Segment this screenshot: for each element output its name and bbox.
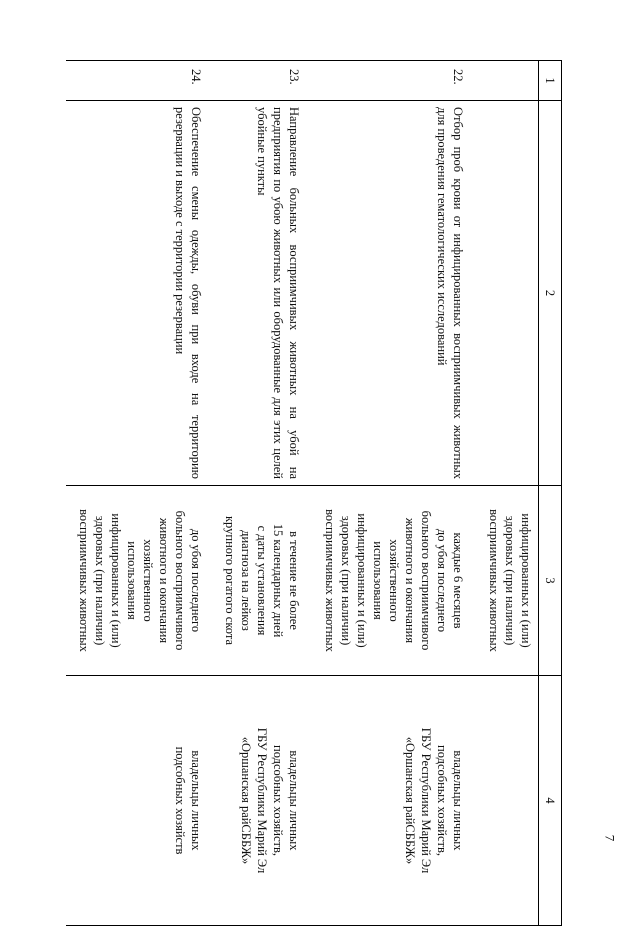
row-description: Отбор проб крови от инфицированных восприимчивых животных для проведения гематологических исследований xyxy=(304,101,476,486)
table-row xyxy=(304,61,476,926)
row-responsible: владельцы личных подсобных хозяйств, ГБУ Республики Марий Эл «Оршанская райСББЖ» xyxy=(206,676,304,926)
row-number: 24. xyxy=(66,61,206,101)
row-number: 22. xyxy=(304,61,476,101)
header-col-3: 3 xyxy=(539,486,562,676)
measures-table-frame xyxy=(42,60,562,925)
row-term: до убоя последнего больного восприимчивого животного и окончания хозяйственного использования инфицированных и (или) здоровых (при наличии) восприимчивых животных xyxy=(66,486,206,676)
row-term: инфицированных и (или) здоровых (при наличии) восприимчивых животных xyxy=(476,486,539,676)
row-number xyxy=(476,61,539,101)
measures-table xyxy=(66,60,562,926)
row-responsible: владельцы личных подсобных хозяйств, ГБУ Республики Марий Эл «Оршанская райСББЖ» xyxy=(304,676,476,926)
row-description: Направление больных восприимчивых животных на убой на предприятия по убою животных или оборудованные для этих целей убойные пункты xyxy=(206,101,304,486)
row-responsible xyxy=(476,676,539,926)
header-col-1: 1 xyxy=(539,61,562,101)
table-row xyxy=(66,61,206,926)
row-description: Обеспечение смены одежды, обуви при входе на территорию резервации и выходе с территории резервации xyxy=(66,101,206,486)
row-term: каждые 6 месяцев до убоя последнего больного восприимчивого животного и окончания хозяйственного использования инфицированных и (или) здоровых (при наличии) восприимчивых животных xyxy=(304,486,476,676)
table-row xyxy=(206,61,304,926)
row-responsible: владельцы личных подсобных хозяйств xyxy=(66,676,206,926)
row-term: в течение не более 15 календарных дней с даты установления диагноза на лейкоз крупного рогатого скота xyxy=(206,486,304,676)
row-number: 23. xyxy=(206,61,304,101)
table-row xyxy=(476,61,539,926)
page-number: 7 xyxy=(602,834,618,842)
row-description xyxy=(476,101,539,486)
table-header-row xyxy=(539,61,562,926)
header-col-4: 4 xyxy=(539,676,562,926)
header-col-2: 2 xyxy=(539,101,562,486)
